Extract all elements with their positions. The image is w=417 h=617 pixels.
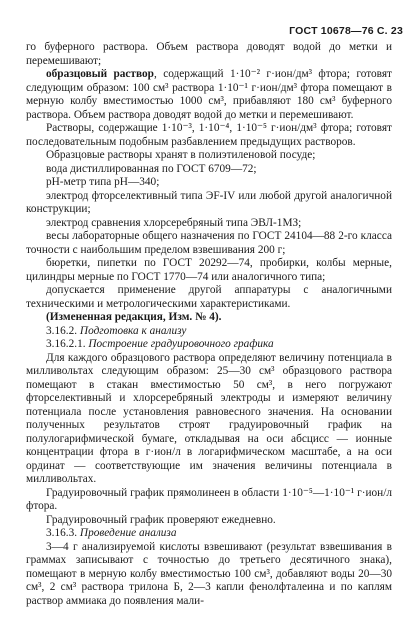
paragraph-storage: Образцовые растворы хранят в полиэтиленовой посуде; <box>46 149 316 161</box>
paragraph-reference-solution: образцовый раствор, содержащий 1·10⁻² г·ион/дм³ фтора; готовят следующим образом: 100 см³ раствора 1·10⁻¹ г·ион/дм³ фтора помещают в мерную колбу вместимостью 1000 см³, прибавляют 180 см³ буферного раствора. Объем раствора доводят водой до метки и перемешивают. <box>26 68 392 121</box>
section-title: Построение градуировочного графика <box>88 338 274 350</box>
page-header: ГОСТ 10678—76 С. 23 <box>289 25 403 37</box>
paragraph-calibration-range: Градуировочный график прямолинеен в области 1·10⁻⁵—1·10⁻¹ г·ион/л фтора. <box>26 486 392 512</box>
paragraph-calibration-check: Градуировочный график проверяют ежедневно. <box>46 513 276 526</box>
paragraph-amendment: (Измененная редакция, Изм. № 4). <box>46 311 222 323</box>
paragraph-glassware: бюретки, пипетки по ГОСТ 20292—74, пробирки, колбы мерные, цилиндры мерные по ГОСТ 1770—74 или аналогичного типа; <box>26 257 392 283</box>
paragraph-reference-electrode: электрод сравнения хлорсеребряный типа ЭВЛ-1МЗ; <box>46 216 302 229</box>
term-bold: образцовый раствор <box>46 68 154 80</box>
section-number: 3.16.3. <box>46 527 78 539</box>
document-body <box>26 41 392 608</box>
paragraph-water: вода дистиллированная по ГОСТ 6709—72; <box>46 162 257 175</box>
section-3-16-2-1 <box>26 338 392 352</box>
paragraph-electrode: электрод фторселективный типа ЭF-IV или любой другой аналогичной конструкции; <box>26 189 392 215</box>
section-title: Проведение анализа <box>79 527 177 539</box>
section-number: 3.16.2. <box>46 324 78 337</box>
paragraph-analysis-procedure: 3—4 г анализируемой кислоты взвешивают (результат взвешивания в граммах записывают с точностью до третьего десятичного знака), помещают в мерную колбу вместимостью 100 см³, добавляют воды 20—30 см³, 2 см³ раствора трилона Б, 2—3 капли фенолфталеина и по каплям раствор аммиака до появления мали- <box>26 540 392 607</box>
section-3-16-3 <box>26 527 392 541</box>
paragraph-calibration-procedure: Для каждого образцового раствора определяют величину потенциала в милливольтах следующим образом: 25—30 см³ образцового раствора помещают в стакан вместимостью 50 см³, в него погружают фторселективный и хлорсеребряный электроды и измеряют величину потенциала после установления равновесного значения. На основании полученных результатов строят градуировочный график на полулогарифмической бумаге, откладывая на оси абсцисс — ионные концентрации фтора в г·ион/л в логарифмическом масштабе, а на оси ординат — соответствующие им значения величины потенциала в милливольтах. <box>26 351 392 485</box>
paragraph-other-equipment: допускается применение другой аппаратуры с аналогичными техническими и метрологическими характеристиками. <box>26 284 392 310</box>
paragraph-dilutions: Растворы, содержащие 1·10⁻³, 1·10⁻⁴, 1·10⁻⁵ г·ион/дм³ фтора; готовят последовательным подобным разбавлением предыдущих растворов. <box>26 122 392 148</box>
paragraph-ph-meter: pH-метр типа pH—340; <box>46 176 160 188</box>
section-number: 3.16.2.1. <box>46 338 86 350</box>
section-title: Подготовка к анализу <box>79 324 187 337</box>
section-3-16-2 <box>26 325 392 339</box>
paragraph-balance: весы лабораторные общего назначения по ГОСТ 24104—88 2-го класса точности с наибольшим пределом взвешивания 200 г; <box>26 230 392 256</box>
paragraph-buffer-end: го буферного раствора. Объем раствора доводят водой до метки и перемешивают; <box>26 41 392 67</box>
